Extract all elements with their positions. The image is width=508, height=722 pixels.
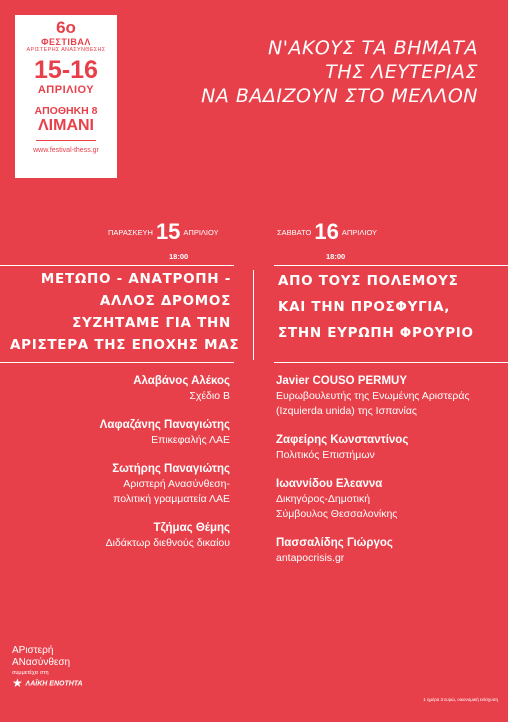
friday-day: ΠΑΡΑΣΚΕΥΗ (108, 227, 153, 237)
speaker (276, 477, 506, 522)
saturday-title-line: ΚΑΙ ΤΗΝ ΠΡΟΣΦΥΓΙΑ, (278, 299, 451, 315)
saturday-title (278, 268, 503, 346)
speaker-role: πολιτική γραμματεία ΛΑΕ (113, 493, 230, 505)
headline-line-2: ΤΗΣ ΛΕΥΤΕΡΙΑΣ (325, 61, 478, 83)
speaker-role: Σύμβουλος Θεσσαλονίκης (276, 508, 398, 520)
speaker-name: Τζήμας Θέμης (153, 522, 230, 534)
saturday-title-line: ΑΠΟ ΤΟΥΣ ΠΟΛΕΜΟΥΣ (278, 273, 459, 289)
footer-note: 1 ημέρα 3 ευρώ, οικονομική ενίσχυση (423, 697, 498, 702)
logo-subtitle: ΑΡΙΣΤΕΡΗΣ ΑΝΑΣΥΝΘΕΣΗΣ (26, 47, 106, 53)
friday-header (108, 221, 219, 243)
speaker-name: Javier COUSO PERMUY (276, 375, 408, 387)
footer-brand-line-2: ΑΝασύνθεση (12, 657, 71, 668)
speaker-name: Σωτήρης Παναγιώτης (112, 463, 230, 475)
saturday-day: ΣΑΒΒΑΤΟ (277, 227, 312, 237)
friday-title-line: ΜΕΤΩΠΟ - ΑΝΑΤΡΟΠΗ - (40, 271, 231, 287)
saturday-title-line: ΣΤΗΝ ΕΥΡΩΠΗ ΦΡΟΥΡΙΟ (278, 325, 474, 341)
logo-venue: ΑΠΟΘΗΚΗ 8 (34, 105, 98, 117)
speaker-name: Αλαβάνος Αλέκος (133, 375, 230, 387)
left-top-divider (0, 265, 234, 266)
speaker-role: Πολιτικός Επιστήμων (276, 449, 375, 461)
friday-time: 18:00 (169, 252, 189, 261)
speaker (276, 433, 506, 463)
friday-title-line: ΑΛΛΟΣ ΔΡΟΜΟΣ (99, 293, 231, 309)
logo-edition: 6ο (56, 18, 76, 37)
speaker-role: Διδάκτωρ διεθνούς δικαίου (105, 537, 230, 549)
footer-brand-line-1: ΑΡιστερή (12, 645, 54, 656)
speaker-role: Δικηγόρος-Δημοτική (276, 493, 371, 505)
star-icon: ★ (12, 676, 23, 690)
speaker-name: Πασσαλίδης Γιώργος (276, 537, 393, 549)
speaker-role[interactable]: antapocrisis.gr (276, 552, 345, 564)
headline-line-1: Ν'ΑΚΟΥΣ ΤΑ ΒΗΜΑΤΑ (268, 37, 478, 59)
speaker (276, 374, 506, 419)
footer-badge-label: ΛΑΪΚΗ ΕΝΟΤΗΤΑ (25, 680, 83, 688)
speaker (10, 462, 230, 507)
left-bottom-divider (0, 362, 234, 363)
headline-line-3: ΝΑ ΒΑΔΙΖΟΥΝ ΣΤΟ ΜΕΛΛΟΝ (201, 85, 478, 107)
speaker-role: Σχέδιο Β (189, 390, 230, 402)
logo-month: ΑΠΡΙΛΙΟΥ (37, 84, 95, 96)
speaker-name: Ιωαννίδου Ελεαννα (276, 478, 383, 490)
friday-title-line: ΑΡΙΣΤΕΡΑ ΤΗΣ ΕΠΟΧΗΣ ΜΑΣ (10, 337, 240, 353)
footer-brand-line-3: συμμετέχει στη (12, 670, 49, 676)
center-divider (253, 270, 254, 360)
saturday-date: 16 (314, 219, 339, 244)
speaker-role: Αριστερή Ανασύνθεση- (123, 478, 230, 490)
headline (201, 36, 478, 108)
speaker-name: Ζαφείρης Κωνσταντίνος (276, 434, 409, 446)
logo-festival: ΦΕΣΤΙΒΑΛ (41, 37, 91, 47)
logo-place: ΛΙΜΑΝΙ (38, 117, 94, 134)
speaker (10, 374, 230, 404)
saturday-header (277, 221, 377, 243)
friday-title (10, 268, 240, 356)
speaker-role: Ευρωβουλευτής της Ενωμένης Αριστεράς (276, 390, 470, 402)
speaker (10, 521, 230, 551)
saturday-time: 18:00 (326, 252, 346, 261)
friday-speakers (10, 374, 230, 565)
logo-divider (36, 140, 96, 141)
festival-logo (15, 15, 117, 178)
speaker-name: Λαφαζάνης Παναγιώτης (99, 419, 230, 431)
logo-url[interactable]: www.festival-thess.gr (33, 147, 99, 154)
saturday-speakers (276, 374, 506, 580)
speaker-role: (Izquierda unida) της Ισπανίας (276, 405, 417, 417)
right-top-divider (274, 265, 508, 266)
speaker (276, 536, 506, 566)
friday-month: ΑΠΡΙΛΙΟΥ (183, 227, 219, 237)
speaker (10, 418, 230, 448)
friday-date: 15 (155, 219, 181, 244)
logo-dates: 15-16 (34, 56, 98, 84)
friday-title-line: ΣΥΖΗΤΑΜΕ ΓΙΑ ΤΗΝ (72, 315, 231, 331)
right-bottom-divider (274, 362, 508, 363)
footer-badge (12, 677, 83, 691)
saturday-month: ΑΠΡΙΛΙΟΥ (341, 227, 378, 237)
speaker-role: Επικεφαλής ΛΑΕ (151, 434, 230, 446)
footer-brand (12, 645, 83, 691)
